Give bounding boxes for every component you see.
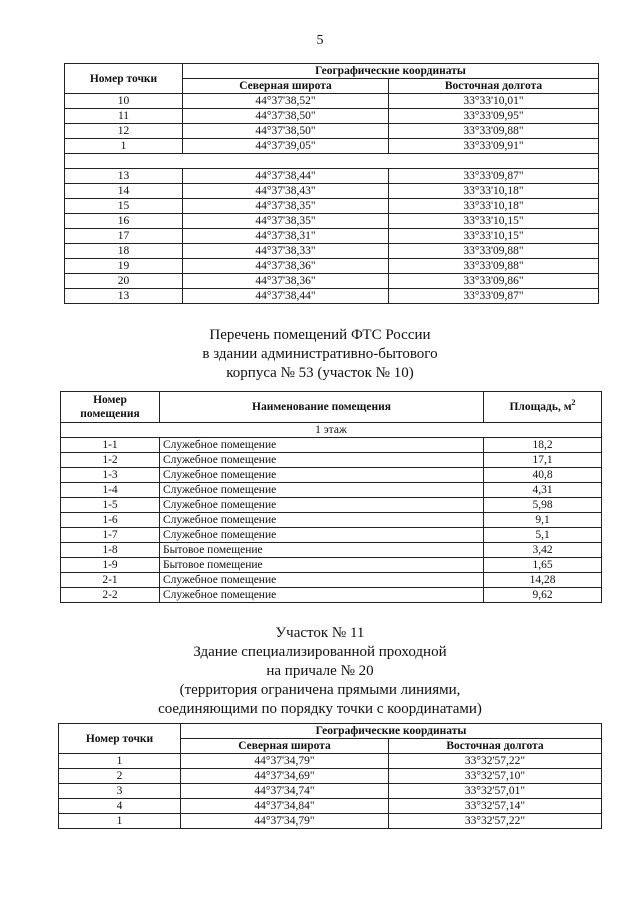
table-row: 14 44°37'38,43" 33°33'10,18"	[65, 184, 599, 199]
col-header-lat: Северная широта	[183, 79, 389, 94]
col-header-room: Номер помещения	[61, 392, 160, 423]
heading-line: (территория ограничена прямыми линиями,	[179, 682, 461, 698]
coordinates-table-2	[58, 723, 602, 829]
heading-line: в здании административно-бытового	[202, 346, 438, 362]
table-row: 11 44°37'38,50" 33°33'09,95"	[65, 109, 599, 124]
col-header-name: Наименование помещения	[160, 392, 484, 423]
table-row: 1 44°37'39,05" 33°33'09,91"	[65, 139, 599, 154]
col-header-lat: Северная широта	[181, 739, 389, 754]
col-header-point: Номер точки	[65, 64, 183, 94]
table-row: 13 44°37'38,44" 33°33'09,87"	[65, 289, 599, 304]
table-row: 20 44°37'38,36" 33°33'09,86"	[65, 274, 599, 289]
table-row: 10 44°37'38,52" 33°33'10,01"	[65, 94, 599, 109]
heading-line: на причале № 20	[266, 663, 374, 679]
table-row: 17 44°37'38,31" 33°33'10,15"	[65, 229, 599, 244]
table-row: 1-7 Служебное помещение 5,1	[61, 528, 602, 543]
premises-table	[60, 391, 602, 603]
col-header-lon: Восточная долгота	[389, 79, 599, 94]
table-row: 1-5 Служебное помещение 5,98	[61, 498, 602, 513]
table-row: 1-9 Бытовое помещение 1,65	[61, 558, 602, 573]
table-row: 1-3 Служебное помещение 40,8	[61, 468, 602, 483]
table-row: 1-1 Служебное помещение 18,2	[61, 438, 602, 453]
table-row: 1 44°37'34,79" 33°32'57,22"	[59, 814, 602, 829]
table-row: 1 44°37'34,79" 33°32'57,22"	[59, 754, 602, 769]
heading-line: соединяющими по порядку точки с координатами)	[158, 701, 482, 717]
table-row: 1-6 Служебное помещение 9,1	[61, 513, 602, 528]
table-row: 1-8 Бытовое помещение 3,42	[61, 543, 602, 558]
table-row: 15 44°37'38,35" 33°33'10,18"	[65, 199, 599, 214]
heading-line: Перечень помещений ФТС России	[209, 327, 431, 343]
heading-line: корпуса № 53 (участок № 10)	[226, 365, 414, 381]
table-row: 2-1 Служебное помещение 14,28	[61, 573, 602, 588]
table-row: 2-2 Служебное помещение 9,62	[61, 588, 602, 603]
page-number: 5	[316, 33, 324, 48]
table-row: 18 44°37'38,33" 33°33'09,88"	[65, 244, 599, 259]
table-row: 4 44°37'34,84" 33°32'57,14"	[59, 799, 602, 814]
heading-line: Участок № 11	[275, 625, 365, 641]
heading-line: Здание специализированной проходной	[193, 644, 447, 660]
table-row: 19 44°37'38,36" 33°33'09,88"	[65, 259, 599, 274]
col-header-point: Номер точки	[59, 724, 181, 754]
table-row: 16 44°37'38,35" 33°33'10,15"	[65, 214, 599, 229]
col-header-coords: Географические координаты	[181, 724, 602, 739]
section-heading-site-11	[0, 624, 640, 719]
table-row: 3 44°37'34,74" 33°32'57,01"	[59, 784, 602, 799]
table-row: 2 44°37'34,69" 33°32'57,10"	[59, 769, 602, 784]
table-separator-row	[65, 154, 599, 169]
table-row: 1-2 Служебное помещение 17,1	[61, 453, 602, 468]
col-header-area: Площадь, $м^2$	[484, 392, 602, 423]
floor-row: 1 этаж	[61, 423, 602, 438]
section-heading-premises	[0, 326, 640, 383]
table-row: 13 44°37'38,44" 33°33'09,87"	[65, 169, 599, 184]
col-header-coords: Географические координаты	[183, 64, 599, 79]
coordinates-table-1	[64, 63, 599, 304]
col-header-lon: Восточная долгота	[389, 739, 602, 754]
table-row: 12 44°37'38,50" 33°33'09,88"	[65, 124, 599, 139]
table-row: 1-4 Служебное помещение 4,31	[61, 483, 602, 498]
